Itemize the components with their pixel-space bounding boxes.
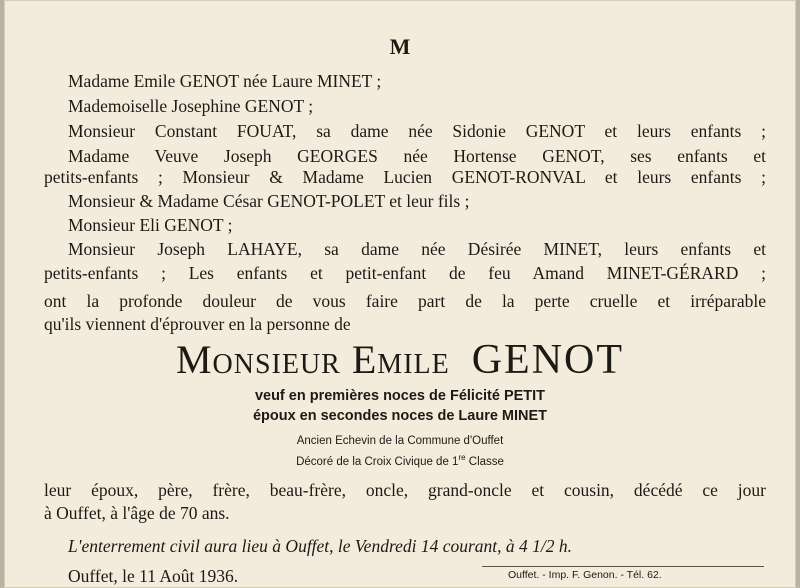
family-line-5: petits-enfants ; Monsieur & Madame Lucien GENOT-RONVAL et leurs enfants ; [44, 167, 766, 187]
honor-line-2 [4, 450, 796, 470]
relation-line-1: leur époux, père, frère, beau-frère, oncle, grand-oncle et cousin, décédé ce jour [44, 480, 766, 500]
deceased-surname: GENOT [471, 337, 625, 383]
family-line-3: Monsieur Constant FOUAT, sa dame née Sidonie GENOT et leurs enfants ; [68, 121, 766, 141]
honor-line-2-text: Décoré de la Croix Civique de 1 [296, 455, 459, 468]
family-line-2: Mademoiselle Josephine GENOT ; [68, 96, 314, 116]
place-and-date: Ouffet, le 11 Août 1936. [68, 566, 239, 586]
honor-line-2-tail: Classe [465, 455, 504, 468]
family-line-4: Madame Veuve Joseph GEORGES née Hortense GENOT, ses enfants et [68, 146, 766, 166]
header-initial: M [389, 34, 411, 59]
marriage-line-2: époux en secondes noces de Laure MINET [252, 408, 548, 424]
family-line-6: Monsieur & Madame César GENOT-POLET et leur fils ; [68, 191, 470, 211]
funeral-notice-card [4, 0, 796, 588]
marriage-line-1: veuf en premières noces de Félicité PETIT [254, 388, 546, 404]
announcement-line-2: qu'ils viennent d'éprouver en la personne de [44, 314, 351, 334]
relation-line-2: à Ouffet, à l'âge de 70 ans. [44, 503, 230, 523]
funeral-details: L'enterrement civil aura lieu à Ouffet, le Vendredi 14 courant, à 4 1/2 h. [68, 536, 573, 556]
deceased-first-name: Monsieur Emile [175, 337, 450, 382]
announcement-line-1: ont la profonde douleur de vous faire part de la perte cruelle et irréparable [44, 291, 766, 311]
deceased-name [4, 336, 796, 384]
printer-rule [482, 566, 764, 567]
family-line-7: Monsieur Eli GENOT ; [68, 215, 233, 235]
family-line-8: Monsieur Joseph LAHAYE, sa dame née Désirée MINET, leurs enfants et [68, 239, 766, 259]
family-line-1: Madame Emile GENOT née Laure MINET ; [68, 71, 382, 91]
honor-line-1: Ancien Echevin de la Commune d'Ouffet [296, 435, 504, 447]
honor-line-2-sup: re [458, 453, 466, 462]
family-line-9: petits-enfants ; Les enfants et petit-enfant de feu Amand MINET-GÉRARD ; [44, 263, 766, 283]
printer-imprint: Ouffet. - Imp. F. Genon. - Tél. 62. [508, 569, 662, 581]
